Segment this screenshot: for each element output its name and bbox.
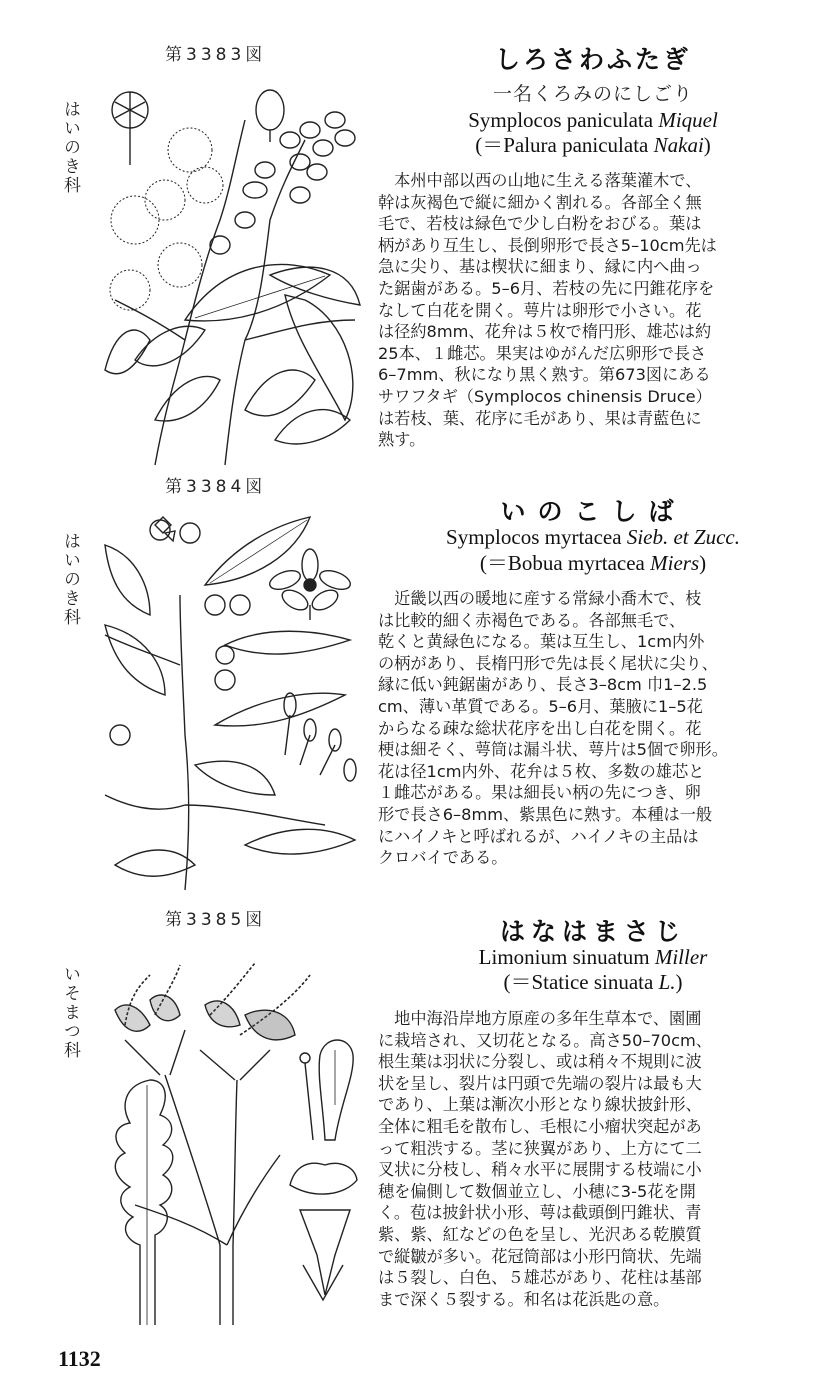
synonym-suffix: ): [699, 551, 707, 575]
figure-label: 第3385図: [165, 910, 267, 930]
genus-species: Limonium sinuatum: [478, 945, 650, 969]
description-line: 25本、１雌芯。果実はゆがんだ広卵形で長さ: [378, 343, 707, 363]
genus-species: Symplocos myrtacea: [446, 525, 622, 549]
entry-alternate-name: 一名くろみのにしごり: [492, 83, 693, 105]
synonym: [378, 132, 808, 158]
description-line: 柄があり互生し、長倒卵形で長さ5–10cm先は: [378, 235, 717, 255]
symplocos-paniculata-drawing: [95, 80, 365, 470]
page-number: 1132: [58, 1346, 101, 1371]
plant-illustration: [95, 80, 365, 470]
family-label: いそまつ科: [60, 965, 80, 1060]
figure-label: 第3384図: [165, 477, 267, 497]
synonym-genus-species: Palura paniculata: [503, 133, 649, 157]
entry-title: いのこしば: [500, 497, 686, 526]
description-line: 全体に粗毛を散布し、毛根に小瘤状突起があ: [378, 1116, 702, 1136]
description: [378, 1008, 808, 1310]
synonym-suffix: ): [675, 970, 683, 994]
description-line: 叉状に分枝し、稍々水平に展開する枝端に小: [378, 1160, 702, 1180]
plant-illustration: [95, 505, 365, 890]
description-line: なして白花を開く。萼片は卵形で小さい。花: [378, 300, 702, 320]
description-line: 形で長さ6–8mm、紫黒色に熟す。本種は一般: [378, 804, 713, 824]
description-line: 紫、紫、紅などの色を呈し、光沢ある乾膜質: [378, 1224, 702, 1244]
description-line: からなる疎な総状花序を出し白花を開く。花: [378, 718, 702, 738]
description-line: 本州中部以西の山地に生える落葉灌木で、: [378, 171, 702, 190]
description-line: は５裂し、白色、５雄芯があり、花柱は基部: [378, 1268, 702, 1288]
description-line: く。苞は披針状小形、萼は截頭倒円錐状、青: [378, 1203, 702, 1223]
synonym-genus-species: Statice sinuata: [531, 970, 654, 994]
description-line: は径約8mm、花弁は５枚で楕円形、雄芯は約: [378, 322, 712, 342]
description-line: 状を呈し、裂片は円頭で先端の裂片は最も大: [378, 1073, 702, 1093]
description-line: 縁に低い鈍鋸歯があり、長さ3–8cm 巾1–2.5: [378, 675, 708, 695]
description-line: で縦皺が多い。花冠筒部は小形円筒状、先端: [378, 1246, 702, 1266]
description-line: 花は径1cm内外、花弁は５枚、多数の雄芯と: [378, 761, 705, 781]
scientific-name: [378, 944, 808, 970]
synonym: [378, 550, 808, 576]
limonium-sinuatum-drawing: [95, 955, 365, 1330]
synonym-author: Nakai: [653, 133, 704, 157]
description-line: サワフタギ（Symplocos chinensis Druce）: [378, 386, 712, 406]
synonym-prefix: (＝: [503, 970, 532, 994]
description-line: 6–7mm、秋になり黒く熟す。第673図にある: [378, 365, 711, 385]
description-line: 毛で、若枝は緑色で少し白粉をおびる。葉は: [378, 214, 702, 234]
plant-illustration: [95, 955, 365, 1330]
synonym-author: Miers: [650, 551, 700, 575]
description-line: の柄があり、長楕円形で先は長く尾状に尖り、: [378, 653, 718, 673]
description-line: は若枝、葉、花序に毛があり、果は青藍色に: [378, 408, 702, 428]
entry-title: はなはまさじ: [499, 917, 686, 946]
synonym: [378, 969, 808, 995]
synonym-prefix: (＝: [475, 133, 504, 157]
author: Sieb. et Zucc.: [626, 525, 740, 549]
description: [378, 170, 808, 451]
scientific-name: [378, 524, 808, 550]
description-line: まで深く５裂する。和名は花浜匙の意。: [378, 1289, 670, 1309]
description-line: って粗渋する。茎に狭翼があり、上方にて二: [378, 1138, 702, 1158]
description-line: た鋸歯がある。5–6月、若枝の先に円錐花序を: [378, 278, 715, 298]
description-line: にハイノキと呼ばれるが、ハイノキの主品は: [378, 826, 699, 846]
description-line: は比較的細く赤褐色である。各部無毛で、: [378, 610, 686, 630]
family-label: はいのき科: [60, 532, 80, 627]
author: Miller: [654, 945, 708, 969]
synonym-author: L.: [658, 970, 676, 994]
description: [378, 588, 808, 869]
synonym-genus-species: Bobua myrtacea: [507, 551, 645, 575]
description-line: 乾くと黄緑色になる。葉は互生し、1cm内外: [378, 632, 705, 652]
description-line: cm、薄い革質である。5–6月、葉腋に1–5花: [378, 696, 703, 716]
description-line: 地中海沿岸地方原産の多年生草本で、園圃: [378, 1009, 702, 1028]
symplocos-myrtacea-drawing: [95, 505, 365, 890]
description-line: に栽培され、又切花となる。高さ50–70cm、: [378, 1030, 712, 1050]
description-line: 幹は灰褐色で縦に細かく割れる。各部全く無: [378, 192, 702, 212]
description-line: 急に尖り、基は楔状に細まり、縁に内へ曲っ: [378, 257, 702, 277]
synonym-suffix: ): [703, 133, 711, 157]
description-line: 近畿以西の暖地に産する常緑小喬木で、枝: [378, 589, 702, 608]
synonym-prefix: (＝: [479, 551, 508, 575]
description-line: であり、上葉は漸次小形となり線状披針形、: [378, 1095, 702, 1115]
entry-title: しろさわふたぎ: [494, 45, 691, 74]
description-line: クロバイである。: [378, 848, 508, 868]
description-line: 熟す。: [378, 430, 426, 450]
description-line: 根生葉は羽状に分裂し、或は稍々不規則に波: [378, 1052, 702, 1072]
description-line: 梗は細そく、萼筒は漏斗状、萼片は5個で卵形。: [378, 740, 728, 760]
description-line: 穂を偏側して数個並立し、小穂に3-5花を開: [378, 1181, 696, 1201]
description-line: １雌芯がある。果は細長い柄の先につき、卵: [378, 783, 701, 803]
family-label: はいのき科: [60, 100, 80, 195]
figure-label: 第3383図: [165, 45, 267, 65]
scientific-name: [378, 107, 808, 133]
author: Miquel: [658, 108, 718, 132]
genus-species: Symplocos paniculata: [468, 108, 654, 132]
